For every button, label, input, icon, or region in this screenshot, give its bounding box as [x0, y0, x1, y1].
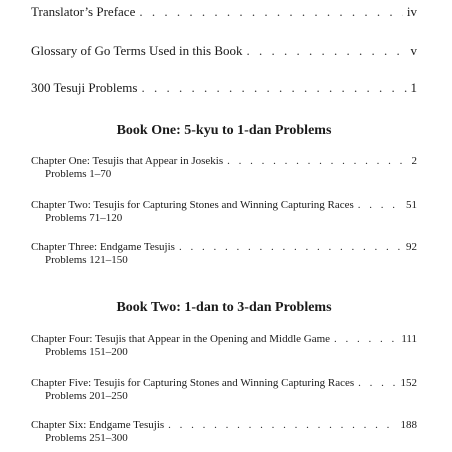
chapter-page: 111	[401, 333, 417, 345]
chapter-page: 92	[406, 241, 417, 253]
dot-leader	[141, 80, 406, 96]
entry-title: Translator’s Preface	[31, 4, 136, 19]
chapter-problems: Problems 251–300	[45, 432, 128, 444]
toc-entry-chapter-six	[31, 419, 417, 444]
chapter-problems: Problems 71–120	[45, 212, 123, 224]
book-two-heading: Book Two: 1-dan to 3-dan Problems	[116, 300, 332, 315]
toc-entry-glossary	[31, 43, 417, 59]
chapter-title: Chapter Five: Tesujis for Capturing Stones and Winning Capturing Races	[31, 377, 355, 389]
toc-entry-chapter-three	[31, 241, 417, 266]
chapter-problems: Problems 1–70	[45, 168, 112, 180]
entry-page: v	[410, 43, 417, 58]
dot-leader	[334, 333, 397, 345]
chapter-problems: Problems 121–150	[45, 254, 128, 266]
chapter-title: Chapter Four: Tesujis that Appear in the Opening and Middle Game	[31, 333, 331, 345]
chapter-title: Chapter One: Tesujis that Appear in Josekis	[31, 155, 224, 167]
chapter-problems: Problems 201–250	[45, 390, 128, 402]
entry-page: iv	[406, 4, 417, 19]
toc-entry-chapter-one	[31, 155, 417, 180]
toc-entry-problems	[31, 80, 417, 96]
chapter-page: 2	[411, 155, 417, 167]
entry-title: 300 Tesuji Problems	[31, 80, 138, 95]
dot-leader	[247, 43, 407, 59]
dot-leader	[179, 241, 402, 253]
dot-leader	[168, 419, 396, 431]
book-one-heading: Book One: 5-kyu to 1-dan Problems	[116, 123, 332, 138]
entry-page: 1	[410, 80, 417, 95]
dot-leader	[358, 377, 396, 389]
chapter-page: 152	[400, 377, 417, 389]
dot-leader	[358, 199, 402, 211]
dot-leader	[227, 155, 407, 167]
chapter-title: Chapter Three: Endgame Tesujis	[31, 241, 175, 253]
chapter-title: Chapter Two: Tesujis for Capturing Stones and Winning Capturing Races	[31, 199, 354, 211]
chapter-page: 188	[400, 419, 417, 431]
chapter-problems: Problems 151–200	[45, 346, 128, 358]
dot-leader	[139, 4, 403, 20]
toc-entry-chapter-five	[31, 377, 417, 402]
chapter-page: 51	[406, 199, 417, 211]
toc-entry-chapter-two	[31, 199, 417, 224]
toc-entry-chapter-four	[31, 333, 417, 358]
chapter-title: Chapter Six: Endgame Tesujis	[31, 419, 165, 431]
entry-title: Glossary of Go Terms Used in this Book	[31, 43, 243, 58]
toc-entry-translators-preface	[31, 4, 417, 20]
